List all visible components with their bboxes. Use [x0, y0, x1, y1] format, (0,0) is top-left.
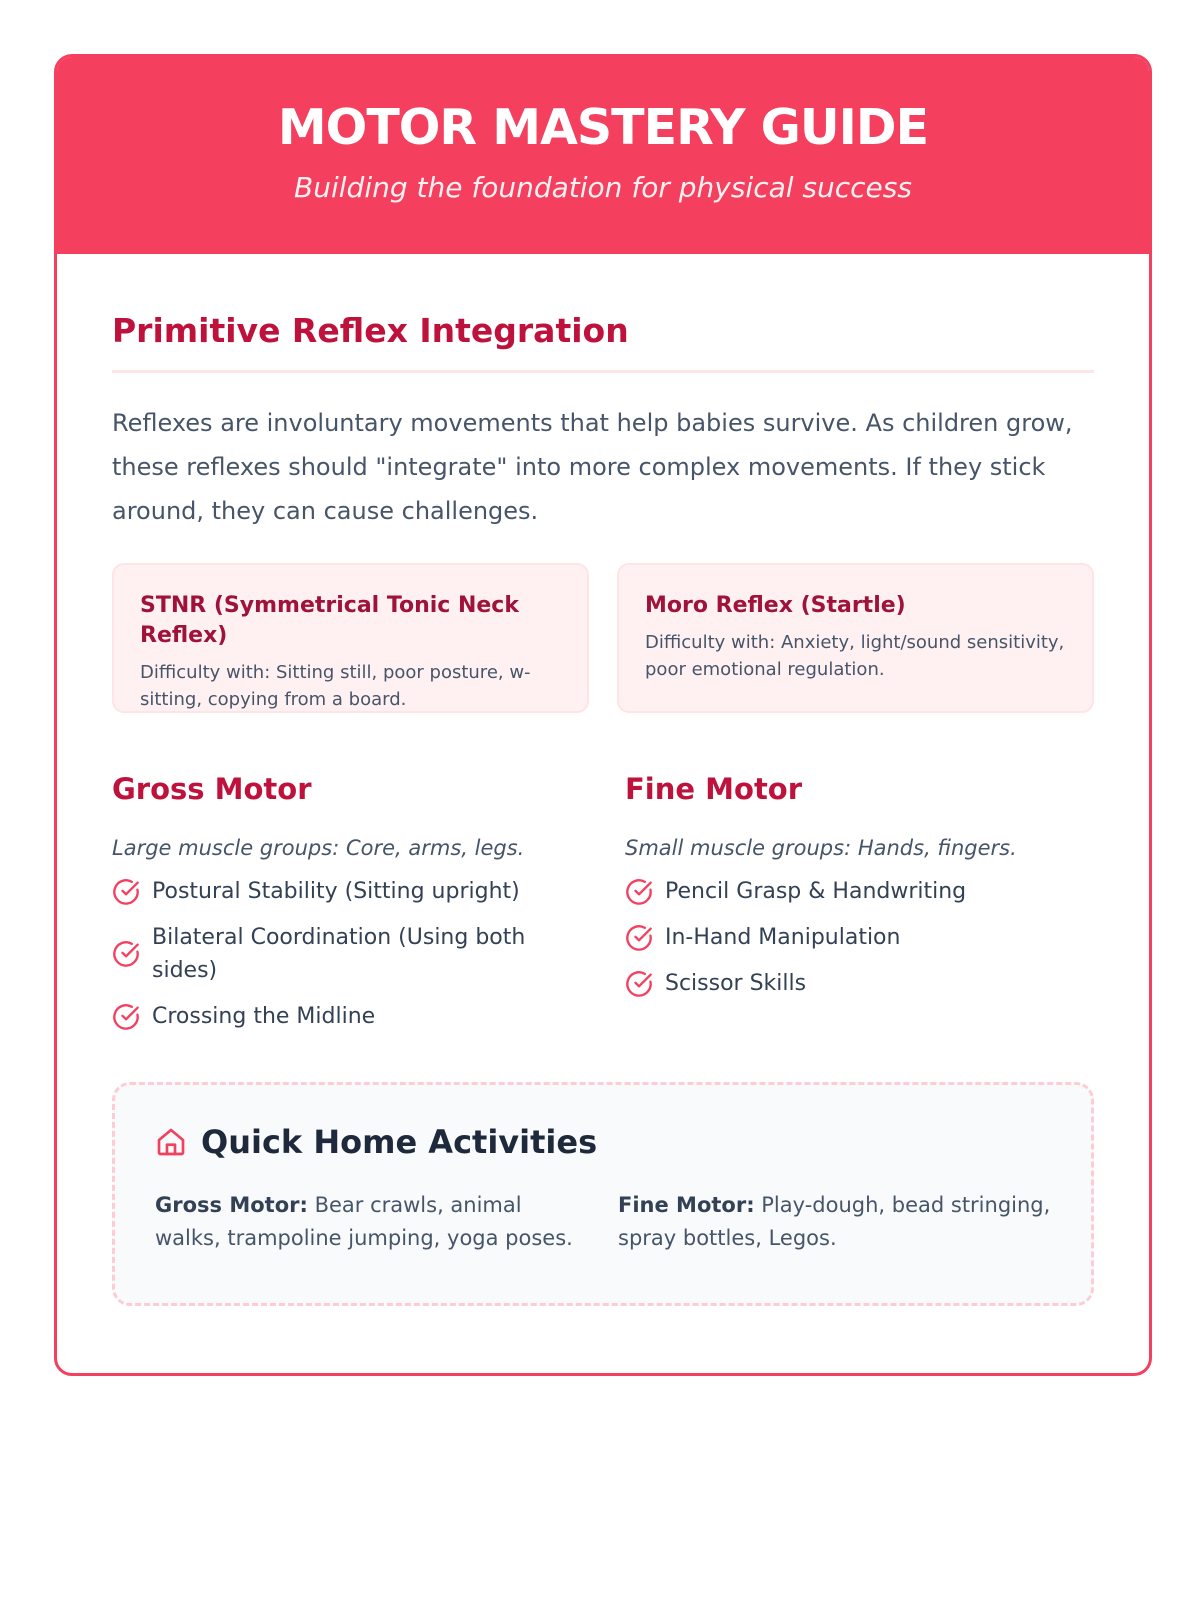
gross-motor-title: Gross Motor	[112, 772, 312, 806]
fine-motor-description: Small muscle groups: Hands, fingers.	[625, 836, 1017, 860]
home-icon	[155, 1126, 187, 1158]
page-subtitle: Building the foundation for physical success	[294, 171, 912, 204]
fine-motor-list	[625, 875, 1094, 1000]
reflex-card-description: Difficulty with: Anxiety, light/sound sensitivity, poor emotional regulation.	[645, 632, 1065, 680]
check-circle-icon	[625, 924, 653, 952]
home-activities-header	[155, 1123, 1051, 1161]
activity-text: Bear crawls, animal walks, trampoline jumping, yoga poses.	[155, 1193, 573, 1250]
guide-header	[57, 57, 1149, 254]
list-item	[112, 1000, 581, 1033]
activity-label: Gross Motor:	[155, 1193, 308, 1217]
list-item-label: Postural Stability (Sitting upright)	[152, 879, 520, 904]
fine-motor-activities	[618, 1189, 1051, 1255]
list-item	[112, 875, 581, 908]
guide-body	[57, 254, 1149, 1306]
activity-label: Fine Motor:	[618, 1193, 755, 1217]
reflex-card-title: STNR (Symmetrical Tonic Neck Reflex)	[140, 593, 519, 648]
home-activities-title: Quick Home Activities	[201, 1123, 598, 1161]
list-item	[625, 875, 1094, 908]
list-item-label: In-Hand Manipulation	[665, 925, 901, 950]
check-circle-icon	[625, 970, 653, 998]
list-item	[112, 921, 581, 987]
list-item-label: Crossing the Midline	[152, 1004, 376, 1029]
reflex-section-title: Primitive Reflex Integration	[112, 308, 1094, 373]
reflex-cards	[112, 563, 1094, 713]
check-circle-icon	[112, 940, 140, 968]
reflex-card-stnr	[112, 563, 589, 713]
list-item-label: Bilateral Coordination (Using both sides)	[152, 925, 526, 983]
motor-columns	[112, 769, 1094, 1046]
reflex-card-title: Moro Reflex (Startle)	[645, 593, 906, 618]
list-item	[625, 921, 1094, 954]
home-activities-box	[112, 1082, 1094, 1306]
check-circle-icon	[112, 1003, 140, 1031]
guide-card	[54, 54, 1152, 1376]
fine-motor-title: Fine Motor	[625, 772, 803, 806]
gross-motor-description: Large muscle groups: Core, arms, legs.	[112, 836, 525, 860]
reflex-card-moro	[617, 563, 1094, 713]
list-item-label: Pencil Grasp & Handwriting	[665, 879, 967, 904]
page-title: MOTOR MASTERY GUIDE	[277, 99, 929, 156]
reflex-card-description: Difficulty with: Sitting still, poor posture, w-sitting, copying from a board.	[140, 662, 531, 710]
check-circle-icon	[112, 878, 140, 906]
activity-text: Play-dough, bead stringing, spray bottles, Legos.	[618, 1193, 1051, 1250]
gross-motor-activities	[155, 1189, 588, 1255]
home-activities-grid	[155, 1189, 1051, 1255]
check-circle-icon	[625, 878, 653, 906]
fine-motor-column	[625, 769, 1094, 1046]
reflex-intro: Reflexes are involuntary movements that help babies survive. As children grow, these reflexes should "integrate" into more complex movements. If they stick around, they can cause challenges.	[112, 409, 1073, 525]
gross-motor-column	[112, 769, 581, 1046]
list-item	[625, 967, 1094, 1000]
list-item-label: Scissor Skills	[665, 971, 807, 996]
gross-motor-list	[112, 875, 581, 1033]
